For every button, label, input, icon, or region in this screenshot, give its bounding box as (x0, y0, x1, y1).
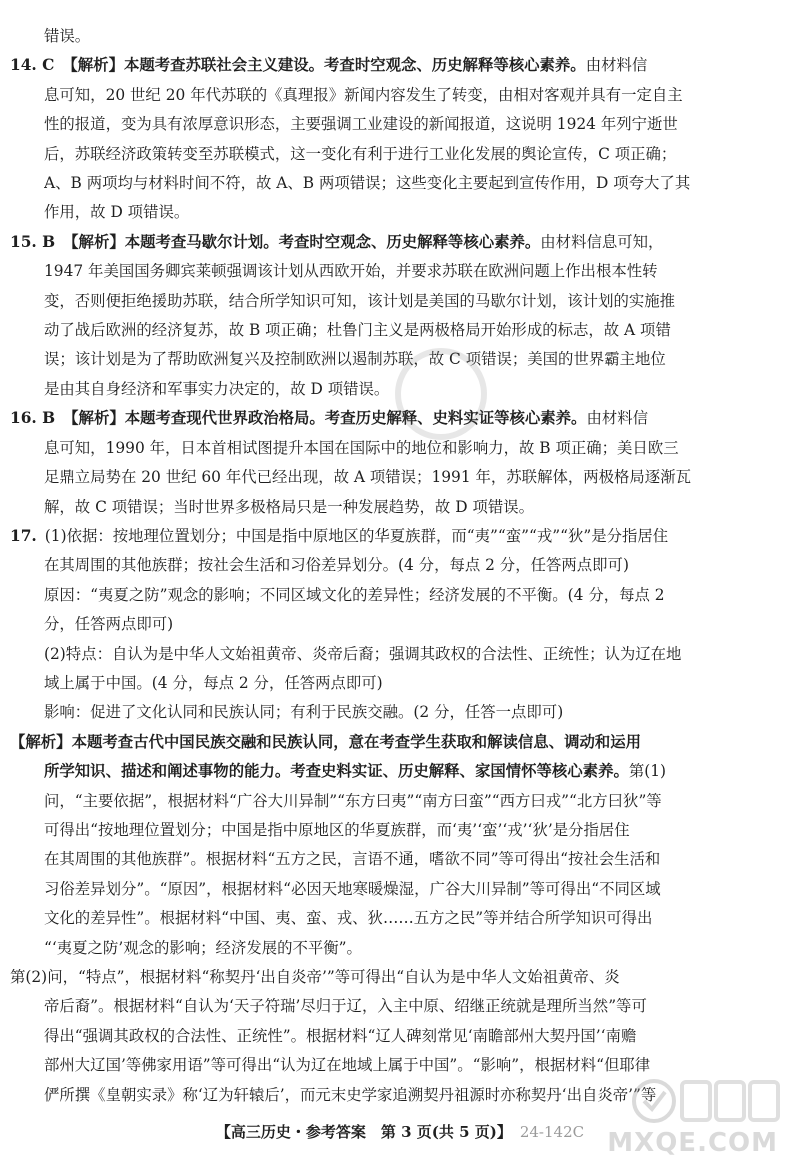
analysis-heading: 【解析】本题考查苏联社会主义建设。考查时空观念、历史解释等核心素养。 (62, 56, 586, 75)
text-line: 作用，故 D 项错误。 (44, 203, 190, 222)
text-line: 动了战后欧洲的经济复苏，故 B 项正确；杜鲁门主义是两极格局开始形成的标志，故 A 项错 (44, 321, 671, 340)
watermark-seal (395, 348, 487, 440)
question-number: 14. C (10, 56, 55, 75)
line-text: 由材料信 (585, 56, 648, 75)
watermark-url: MXQE.COM (607, 1127, 778, 1158)
analysis-heading: 【解析】本题考查现代世界政治格局。考查历史解释、史料实证等核心素养。 (63, 409, 587, 428)
text-line: 息可知，20 世纪 20 年代苏联的《真理报》新闻内容发生了转变，由相对客观并具有一定自主 (44, 85, 683, 104)
text-line: 分，任答两点即可) (44, 615, 174, 634)
text-line: 误；该计划是为了帮助欧洲复兴及控制欧洲以遏制苏联，故 C 项错误；美国的世界霸主地位 (44, 350, 666, 369)
analysis-heading: 【解析】本题考查马歇尔计划。考查时空观念、历史解释等核心素养。 (63, 232, 541, 251)
line-text: 第(1) (628, 762, 667, 781)
text-line: 原因：“夷夏之防”观念的影响；不同区域文化的差异性；经济发展的不平衡。(4 分，每点 2 (44, 585, 665, 604)
footer-title: 【高三历史・参考答案 第 3 页(共 5 页)】 (215, 1123, 512, 1141)
text-line: 错误。 (44, 27, 91, 45)
text-line: 1947 年美国国务卿宾莱顿强调该计划从西欧开始，并要求苏联在欧洲问题上作出根本性转 (44, 262, 658, 281)
text-line (44, 757, 774, 786)
line-text: 由材料信 (586, 409, 649, 428)
text-line: 得出“强调其政权的合法性、正统性”。根据材料“辽人碑刻常见‘南瞻部州大契丹国’‘南赡 (44, 1026, 637, 1045)
text-line: 文化的差异性”。根据材料“中国、夷、蛮、戎、狄……五方之民”等并结合所学知识可得出 (44, 909, 653, 928)
text-line: 问，“主要依据”，根据材料“广谷大川异制”“东方曰夷”“南方曰蛮”“西方曰戎”“北方曰狄”等 (44, 791, 662, 810)
line-text: (1)依据：按地理位置划分；中国是指中原地区的华夏族群，而“夷”“蛮”“戎”“狄”是分指居住 (44, 526, 669, 545)
text-line: 俨所撰《皇朝实录》称‘辽为轩辕后’，而元末史学家追溯契丹祖源时亦称契丹‘出自炎帝’”等 (44, 1085, 657, 1104)
text-line: 后，苏联经济政策转变至苏联模式，这一变化有利于进行工业化发展的舆论宣传，C 项正确； (44, 144, 677, 163)
text-line (10, 51, 774, 80)
text-line: 足鼎立局势在 20 世纪 60 年代已经出现，故 A 项错误；1991 年，苏联解体，两极格局逐渐瓦 (44, 468, 691, 487)
line-text: 由材料信息可知， (540, 232, 664, 251)
text-line: A、B 两项均与材料时间不符，故 A、B 两项错误；这些变化主要起到宣传作用，D 项夸大了其 (44, 174, 691, 193)
text-line: 息可知，1990 年，日本首相试图提升本国在国际中的地位和影响力，故 B 项正确；美日欧三 (44, 438, 679, 457)
text-line (10, 404, 774, 433)
text-line: 是由其自身经济和军事实力决定的，故 D 项错误。 (44, 379, 390, 398)
text-line: 可得出“按地理位置划分；中国是指中原地区的华夏族群，而‘夷’‘蛮’‘戎’‘狄’是分指居住 (44, 820, 630, 839)
text-line: 习俗差异划分”。“原因”，根据材料“必因天地寒暖燥湿，广谷大川异制”等可得出“不同区域 (44, 879, 661, 898)
analysis-heading: 【解析】本题考查古代中国民族交融和民族认同，意在考查学生获取和解读信息、调动和运用 (10, 732, 642, 751)
text-line: 部州大辽国’等佛家用语”等可得出“认为辽在地域上属于中国”。“影响”，根据材料“但耶律 (44, 1056, 651, 1075)
question-number: 15. B (10, 232, 56, 251)
text-line (10, 728, 774, 757)
text-line: 影响：促进了文化认同和民族认同；有利于民族交融。(2 分，任答一点即可) (44, 703, 564, 722)
text-line: “‘夷夏之防’观念的影响；经济发展的不平衡”。 (44, 938, 362, 957)
text-line: 在其周围的其他族群”。根据材料“五方之民，言语不通，嗜欲不同”等可得出“按社会生活和 (44, 850, 661, 869)
text-line: 在其周围的其他族群；按社会生活和习俗差异划分。(4 分，每点 2 分，任答两点即可) (44, 556, 629, 575)
answer-text-body (10, 22, 774, 1110)
footer-code: 24-142C (519, 1123, 585, 1141)
text-line: 第(2)问，“特点”，根据材料“称契丹‘出自炎帝’”等可得出“自认为是中华人文始祖黄帝、炎 (10, 968, 620, 986)
text-line: 性的报道，变为具有浓厚意识形态，主要强调工业建设的新闻报道，这说明 1924 年列宁逝世 (44, 115, 678, 134)
text-line (10, 522, 774, 551)
text-line: 帝后裔”。根据材料“自认为‘天子符瑞’尽归于辽，入主中原、绍继正统就是理所当然”等可 (44, 997, 647, 1016)
analysis-heading: 所学知识、描述和阐述事物的能力。考查史料实证、历史解释、家国情怀等核心素养。 (44, 762, 629, 781)
text-line: 域上属于中国。(4 分，每点 2 分，任答两点即可) (44, 673, 383, 692)
text-line: (2)特点：自认为是中华人文始祖黄帝、炎帝后裔；强调其政权的合法性、正统性；认为辽在地 (44, 644, 682, 663)
question-number: 16. B (10, 409, 56, 428)
text-line (10, 228, 774, 257)
text-line: 变，否则便拒绝援助苏联，结合所学知识可知，该计划是美国的马歇尔计划，该计划的实施推 (44, 291, 676, 310)
text-line: 解，故 C 项错误；当时世界多极格局只是一种发展趋势，故 D 项错误。 (44, 497, 535, 516)
question-number: 17. (10, 526, 37, 545)
watermark-logo-icon (632, 1072, 782, 1130)
